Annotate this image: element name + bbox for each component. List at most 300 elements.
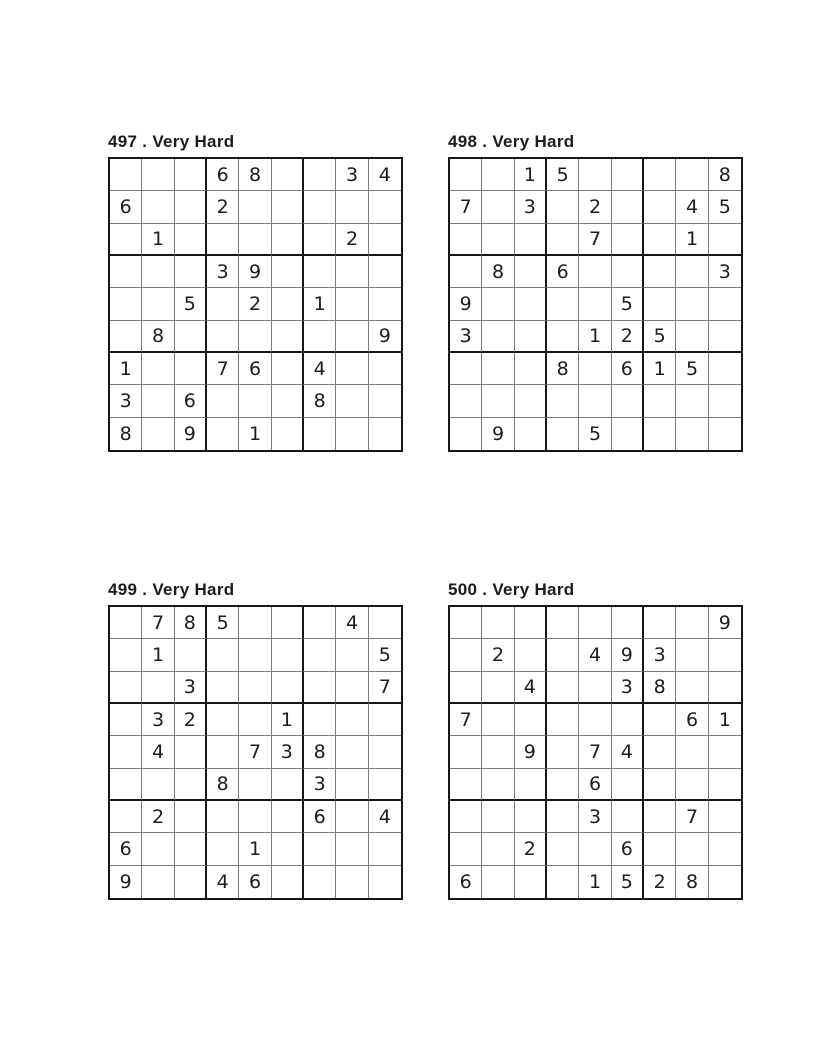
sudoku-cell: 2 [239, 288, 271, 320]
sudoku-cell [450, 418, 482, 450]
sudoku-grid [448, 605, 743, 900]
sudoku-cell: 5 [547, 159, 579, 191]
sudoku-cell: 7 [369, 672, 401, 704]
sudoku-cell [272, 321, 304, 353]
sudoku-cell [676, 769, 708, 801]
sudoku-cell: 3 [110, 385, 142, 417]
sudoku-cell [547, 866, 579, 898]
sudoku-puzzle-500 [448, 579, 743, 900]
sudoku-cell [336, 672, 368, 704]
sudoku-cell [239, 191, 271, 223]
sudoku-cell [515, 256, 547, 288]
sudoku-cell [110, 288, 142, 320]
sudoku-cell [207, 736, 239, 768]
sudoku-cell [369, 736, 401, 768]
sudoku-cell: 8 [644, 672, 676, 704]
sudoku-cell: 1 [644, 353, 676, 385]
sudoku-cell: 2 [482, 639, 514, 671]
sudoku-cell: 8 [304, 385, 336, 417]
sudoku-cell: 5 [709, 191, 741, 223]
sudoku-cell [450, 736, 482, 768]
sudoku-cell: 7 [207, 353, 239, 385]
sudoku-cell: 6 [239, 866, 271, 898]
sudoku-cell [612, 224, 644, 256]
sudoku-cell [369, 866, 401, 898]
sudoku-cell: 9 [239, 256, 271, 288]
sudoku-cell [515, 639, 547, 671]
sudoku-cell [336, 769, 368, 801]
sudoku-cell [515, 321, 547, 353]
sudoku-cell [110, 256, 142, 288]
sudoku-cell [207, 418, 239, 450]
sudoku-cell [142, 288, 174, 320]
sudoku-cell: 5 [612, 866, 644, 898]
sudoku-cell [450, 256, 482, 288]
sudoku-cell [110, 224, 142, 256]
sudoku-cell [207, 639, 239, 671]
sudoku-cell [175, 353, 207, 385]
sudoku-cell [709, 321, 741, 353]
sudoku-cell [336, 256, 368, 288]
sudoku-cell [272, 224, 304, 256]
sudoku-cell [612, 385, 644, 417]
sudoku-cell [482, 769, 514, 801]
sudoku-grid [108, 605, 403, 900]
sudoku-cell: 5 [207, 607, 239, 639]
sudoku-cell [676, 159, 708, 191]
sudoku-cell [142, 866, 174, 898]
sudoku-cell: 9 [482, 418, 514, 450]
sudoku-cell [110, 639, 142, 671]
sudoku-cell [644, 385, 676, 417]
sudoku-cell [369, 256, 401, 288]
sudoku-cell [547, 385, 579, 417]
sudoku-grid [108, 157, 403, 452]
sudoku-cell [336, 191, 368, 223]
sudoku-cell: 6 [110, 833, 142, 865]
sudoku-cell: 8 [110, 418, 142, 450]
sudoku-cell [676, 288, 708, 320]
sudoku-cell [304, 191, 336, 223]
sudoku-cell [676, 639, 708, 671]
sudoku-cell [304, 159, 336, 191]
sudoku-cell [175, 256, 207, 288]
sudoku-cell: 4 [579, 639, 611, 671]
sudoku-cell [482, 866, 514, 898]
sudoku-cell [304, 833, 336, 865]
sudoku-cell [304, 256, 336, 288]
sudoku-cell [110, 672, 142, 704]
sudoku-cell [547, 321, 579, 353]
sudoku-cell: 7 [239, 736, 271, 768]
sudoku-cell: 8 [676, 866, 708, 898]
sudoku-cell: 4 [515, 672, 547, 704]
sudoku-cell [369, 191, 401, 223]
sudoku-cell [239, 801, 271, 833]
sudoku-cell [644, 159, 676, 191]
sudoku-cell [239, 704, 271, 736]
sudoku-cell [175, 191, 207, 223]
sudoku-cell: 5 [676, 353, 708, 385]
sudoku-cell [239, 321, 271, 353]
sudoku-cell [272, 639, 304, 671]
sudoku-cell [336, 288, 368, 320]
sudoku-cell [709, 288, 741, 320]
sudoku-cell: 1 [239, 833, 271, 865]
sudoku-cell: 1 [110, 353, 142, 385]
sudoku-cell [547, 769, 579, 801]
sudoku-cell [676, 321, 708, 353]
sudoku-cell [239, 769, 271, 801]
sudoku-cell [336, 639, 368, 671]
sudoku-cell: 5 [369, 639, 401, 671]
sudoku-cell: 3 [272, 736, 304, 768]
sudoku-cell: 6 [579, 769, 611, 801]
sudoku-cell [547, 704, 579, 736]
sudoku-cell [369, 288, 401, 320]
sudoku-cell [482, 833, 514, 865]
sudoku-cell [207, 833, 239, 865]
sudoku-cell [272, 385, 304, 417]
sudoku-cell [207, 288, 239, 320]
sudoku-cell: 1 [239, 418, 271, 450]
sudoku-cell [482, 288, 514, 320]
sudoku-cell [175, 866, 207, 898]
sudoku-cell: 4 [612, 736, 644, 768]
sudoku-cell [547, 288, 579, 320]
sudoku-cell: 4 [676, 191, 708, 223]
sudoku-cell [676, 833, 708, 865]
sudoku-cell: 4 [369, 801, 401, 833]
sudoku-cell [207, 801, 239, 833]
sudoku-cell [612, 256, 644, 288]
sudoku-cell: 3 [515, 191, 547, 223]
sudoku-cell [450, 769, 482, 801]
sudoku-cell [175, 639, 207, 671]
sudoku-cell: 3 [207, 256, 239, 288]
sudoku-cell: 1 [579, 866, 611, 898]
sudoku-cell [482, 704, 514, 736]
sudoku-cell [207, 704, 239, 736]
sudoku-cell [110, 704, 142, 736]
sudoku-cell: 8 [142, 321, 174, 353]
sudoku-cell [110, 736, 142, 768]
sudoku-cell [110, 607, 142, 639]
sudoku-cell [272, 256, 304, 288]
sudoku-cell [272, 191, 304, 223]
sudoku-cell [369, 607, 401, 639]
sudoku-cell: 9 [369, 321, 401, 353]
sudoku-cell: 1 [142, 224, 174, 256]
sudoku-cell: 3 [709, 256, 741, 288]
sudoku-cell [272, 672, 304, 704]
sudoku-cell [612, 769, 644, 801]
sudoku-cell: 6 [175, 385, 207, 417]
sudoku-cell [239, 607, 271, 639]
sudoku-cell [709, 385, 741, 417]
sudoku-cell [142, 353, 174, 385]
sudoku-cell [709, 736, 741, 768]
sudoku-cell [450, 353, 482, 385]
sudoku-cell [207, 224, 239, 256]
sudoku-cell [709, 224, 741, 256]
sudoku-cell [482, 672, 514, 704]
puzzle-title: 498 . Very Hard [448, 132, 575, 151]
sudoku-cell: 4 [207, 866, 239, 898]
sudoku-cell [515, 288, 547, 320]
sudoku-cell [515, 801, 547, 833]
sudoku-cell [450, 385, 482, 417]
sudoku-cell [482, 353, 514, 385]
sudoku-cell [336, 736, 368, 768]
sudoku-cell [450, 639, 482, 671]
sudoku-cell: 4 [336, 607, 368, 639]
sudoku-cell: 1 [142, 639, 174, 671]
sudoku-cell [272, 607, 304, 639]
sudoku-cell [579, 256, 611, 288]
sudoku-cell [644, 256, 676, 288]
sudoku-cell [547, 639, 579, 671]
sudoku-cell [709, 833, 741, 865]
sudoku-cell [547, 801, 579, 833]
sudoku-cell [369, 418, 401, 450]
sudoku-cell [369, 224, 401, 256]
sudoku-cell [175, 801, 207, 833]
sudoku-cell: 7 [579, 736, 611, 768]
sudoku-cell [547, 672, 579, 704]
sudoku-cell [515, 769, 547, 801]
sudoku-cell [709, 672, 741, 704]
sudoku-cell [272, 288, 304, 320]
sudoku-cell: 5 [579, 418, 611, 450]
sudoku-cell [110, 801, 142, 833]
sudoku-cell [450, 607, 482, 639]
sudoku-cell [272, 801, 304, 833]
sudoku-cell [579, 288, 611, 320]
sudoku-cell: 5 [612, 288, 644, 320]
sudoku-cell [175, 833, 207, 865]
sudoku-cell [336, 418, 368, 450]
sudoku-cell: 6 [450, 866, 482, 898]
sudoku-cell [579, 704, 611, 736]
sudoku-cell [709, 866, 741, 898]
sudoku-cell [482, 321, 514, 353]
sudoku-cell [709, 801, 741, 833]
sudoku-cell [369, 704, 401, 736]
sudoku-cell: 6 [676, 704, 708, 736]
sudoku-cell: 7 [579, 224, 611, 256]
sudoku-cell [304, 321, 336, 353]
sudoku-cell [142, 769, 174, 801]
sudoku-cell [515, 418, 547, 450]
sudoku-cell [612, 159, 644, 191]
sudoku-cell [612, 801, 644, 833]
sudoku-cell [579, 353, 611, 385]
sudoku-cell [676, 672, 708, 704]
sudoku-cell: 2 [644, 866, 676, 898]
sudoku-cell [709, 639, 741, 671]
sudoku-cell [547, 607, 579, 639]
sudoku-cell [644, 833, 676, 865]
sudoku-cell: 2 [612, 321, 644, 353]
sudoku-cell [369, 769, 401, 801]
sudoku-cell: 1 [579, 321, 611, 353]
sudoku-cell [644, 418, 676, 450]
sudoku-cell [482, 385, 514, 417]
sudoku-cell [175, 736, 207, 768]
sudoku-cell [369, 833, 401, 865]
sudoku-cell: 2 [142, 801, 174, 833]
sudoku-cell: 8 [175, 607, 207, 639]
sudoku-cell: 2 [515, 833, 547, 865]
sudoku-cell [644, 224, 676, 256]
sudoku-cell: 7 [450, 704, 482, 736]
sudoku-cell: 7 [676, 801, 708, 833]
sudoku-cell [547, 191, 579, 223]
sudoku-cell: 9 [175, 418, 207, 450]
sudoku-cell [515, 385, 547, 417]
sudoku-cell [304, 672, 336, 704]
sudoku-cell: 6 [547, 256, 579, 288]
sudoku-cell [272, 769, 304, 801]
sudoku-cell: 1 [676, 224, 708, 256]
sudoku-cell [142, 672, 174, 704]
sudoku-cell [239, 385, 271, 417]
sudoku-cell: 7 [450, 191, 482, 223]
sudoku-cell [239, 639, 271, 671]
sudoku-cell [110, 159, 142, 191]
sudoku-cell [336, 385, 368, 417]
sudoku-cell: 6 [239, 353, 271, 385]
sudoku-cell: 4 [369, 159, 401, 191]
sudoku-cell: 1 [709, 704, 741, 736]
sudoku-puzzle-499 [108, 579, 403, 900]
sudoku-cell: 4 [142, 736, 174, 768]
sudoku-cell: 8 [207, 769, 239, 801]
sudoku-cell [304, 418, 336, 450]
sudoku-cell [175, 769, 207, 801]
sudoku-cell: 8 [547, 353, 579, 385]
sudoku-cell [142, 385, 174, 417]
sudoku-cell [547, 224, 579, 256]
sudoku-cell [676, 385, 708, 417]
sudoku-cell: 3 [450, 321, 482, 353]
sudoku-cell [482, 607, 514, 639]
sudoku-puzzle-498 [448, 131, 743, 452]
sudoku-cell: 3 [644, 639, 676, 671]
sudoku-cell [482, 224, 514, 256]
sudoku-cell [142, 191, 174, 223]
sudoku-cell [482, 159, 514, 191]
sudoku-cell: 1 [304, 288, 336, 320]
sudoku-cell [450, 159, 482, 191]
sudoku-cell [482, 736, 514, 768]
sudoku-cell [142, 159, 174, 191]
sudoku-cell [142, 256, 174, 288]
sudoku-cell [709, 769, 741, 801]
sudoku-cell [142, 833, 174, 865]
sudoku-cell [547, 418, 579, 450]
sudoku-cell [450, 672, 482, 704]
sudoku-cell [612, 191, 644, 223]
sudoku-cell [515, 704, 547, 736]
sudoku-cell [239, 672, 271, 704]
sudoku-cell [304, 704, 336, 736]
sudoku-cell: 3 [175, 672, 207, 704]
sudoku-cell: 3 [612, 672, 644, 704]
sudoku-cell [450, 801, 482, 833]
sudoku-cell [547, 736, 579, 768]
sudoku-cell [336, 801, 368, 833]
sudoku-cell [612, 607, 644, 639]
sudoku-cell [239, 224, 271, 256]
puzzle-title: 497 . Very Hard [108, 132, 235, 151]
sudoku-cell [272, 159, 304, 191]
sudoku-cell [207, 321, 239, 353]
sudoku-cell [336, 833, 368, 865]
sudoku-cell [450, 224, 482, 256]
sudoku-cell: 6 [110, 191, 142, 223]
sudoku-cell: 8 [482, 256, 514, 288]
sudoku-cell: 2 [175, 704, 207, 736]
sudoku-cell: 8 [239, 159, 271, 191]
sudoku-cell [175, 224, 207, 256]
sudoku-cell [142, 418, 174, 450]
sudoku-cell [579, 672, 611, 704]
sudoku-cell [515, 353, 547, 385]
sudoku-cell: 9 [709, 607, 741, 639]
sudoku-cell: 1 [272, 704, 304, 736]
sudoku-cell: 9 [450, 288, 482, 320]
sudoku-cell: 9 [515, 736, 547, 768]
sudoku-cell [579, 159, 611, 191]
sudoku-cell: 9 [612, 639, 644, 671]
sudoku-cell: 6 [207, 159, 239, 191]
sudoku-cell [612, 418, 644, 450]
sudoku-cell [304, 639, 336, 671]
sudoku-cell: 2 [207, 191, 239, 223]
sudoku-grid [448, 157, 743, 452]
sudoku-cell [644, 704, 676, 736]
sudoku-cell: 2 [579, 191, 611, 223]
sudoku-cell [644, 288, 676, 320]
sudoku-cell [304, 224, 336, 256]
sudoku-cell [207, 672, 239, 704]
sudoku-cell: 6 [304, 801, 336, 833]
sudoku-cell [612, 704, 644, 736]
sudoku-cell: 5 [644, 321, 676, 353]
sudoku-cell: 3 [142, 704, 174, 736]
sudoku-cell [482, 801, 514, 833]
sudoku-cell: 7 [142, 607, 174, 639]
sudoku-cell [304, 607, 336, 639]
sudoku-cell [644, 607, 676, 639]
sudoku-cell [304, 866, 336, 898]
sudoku-cell [369, 385, 401, 417]
sudoku-puzzle-497 [108, 131, 403, 452]
puzzle-title: 500 . Very Hard [448, 580, 575, 599]
sudoku-cell [336, 704, 368, 736]
sudoku-cell: 8 [304, 736, 336, 768]
sudoku-cell: 2 [336, 224, 368, 256]
sudoku-cell [579, 385, 611, 417]
sudoku-cell [547, 833, 579, 865]
sudoku-cell [336, 866, 368, 898]
sudoku-cell [676, 607, 708, 639]
sudoku-cell [272, 353, 304, 385]
sudoku-cell [676, 736, 708, 768]
sudoku-cell [336, 321, 368, 353]
